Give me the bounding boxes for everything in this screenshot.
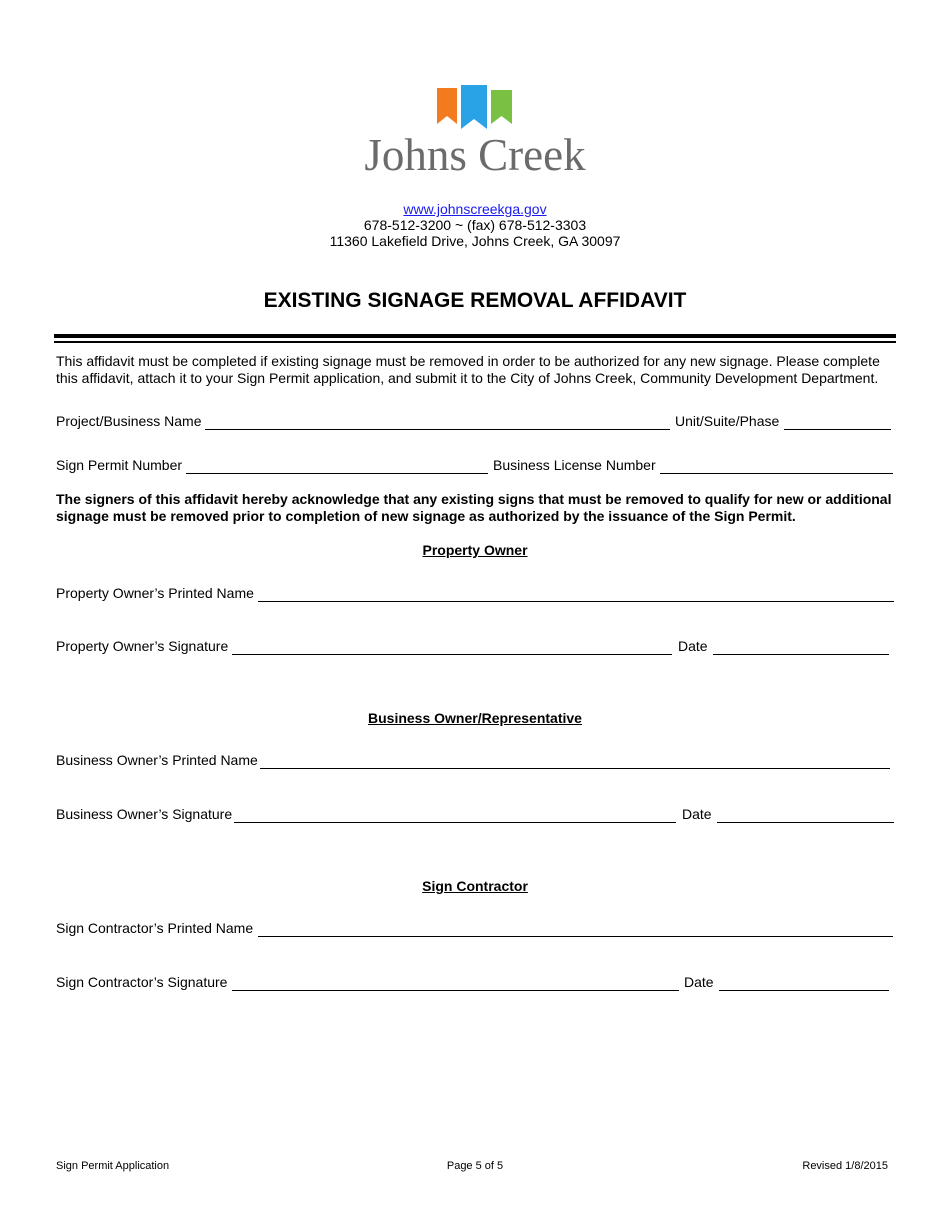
sign-contractor-signature-label: Sign Contractor’s Signature: [56, 974, 228, 990]
property-owner-name-field[interactable]: [258, 601, 894, 602]
business-owner-name-label: Business Owner’s Printed Name: [56, 752, 258, 768]
sign-contractor-date-field[interactable]: [719, 990, 889, 991]
unit-field[interactable]: [784, 429, 891, 430]
footer-page-number: Page 5 of 5: [446, 1160, 504, 1172]
sign-contractor-name-label: Sign Contractor’s Printed Name: [56, 920, 254, 936]
business-owner-signature-row: [56, 806, 896, 826]
property-owner-date-field[interactable]: [713, 654, 889, 655]
title-divider-thick: [54, 334, 896, 338]
business-owner-signature-field[interactable]: [234, 822, 676, 823]
property-owner-date-label: Date: [678, 638, 708, 654]
johns-creek-logo: [360, 80, 590, 185]
business-owner-name-row: [56, 752, 896, 772]
address-line: 11360 Lakefield Drive, Johns Creek, GA 30097: [329, 233, 621, 249]
sign-permit-field[interactable]: [186, 473, 488, 474]
sign-permit-label: Sign Permit Number: [56, 457, 183, 473]
project-name-label: Project/Business Name: [56, 413, 202, 429]
permit-row: [56, 457, 896, 477]
business-owner-date-label: Date: [682, 806, 712, 822]
acknowledgement-paragraph: The signers of this affidavit hereby acknowledge that any existing signs that must be removed to qualify for new or additional signage must be removed prior to completion of new signage as authorized by the issuance of the Sign Permit.: [56, 491, 892, 524]
property-owner-heading: Property Owner: [422, 542, 528, 558]
property-owner-signature-field[interactable]: [232, 654, 672, 655]
business-owner-date-field[interactable]: [717, 822, 894, 823]
banner-flags-icon: [360, 80, 590, 132]
sign-contractor-date-label: Date: [684, 974, 714, 990]
sign-contractor-name-field[interactable]: [258, 936, 893, 937]
business-owner-signature-label: Business Owner’s Signature: [56, 806, 233, 822]
property-owner-signature-label: Property Owner’s Signature: [56, 638, 229, 654]
property-owner-name-label: Property Owner’s Printed Name: [56, 585, 254, 601]
sign-contractor-name-row: [56, 920, 896, 940]
footer-left: Sign Permit Application: [56, 1160, 170, 1172]
contact-block: [0, 201, 950, 249]
intro-paragraph: This affidavit must be completed if existing signage must be removed in order to be authorized for any new signage. Please complete this affidavit, attach it to your Sign Permit application, and submit it to the City of Johns Creek, Community Development Department.: [56, 353, 880, 386]
property-owner-signature-row: [56, 638, 896, 658]
property-owner-name-row: [56, 585, 896, 605]
project-name-field[interactable]: [205, 429, 670, 430]
page-title: EXISTING SIGNAGE REMOVAL AFFIDAVIT: [263, 289, 687, 312]
business-license-label: Business License Number: [493, 457, 656, 473]
footer-revised: Revised 1/8/2015: [802, 1160, 888, 1172]
business-license-field[interactable]: [660, 473, 893, 474]
logo-wordmark: Johns Creek: [364, 130, 586, 180]
business-owner-heading: Business Owner/Representative: [368, 710, 582, 726]
website-link[interactable]: www.johnscreekga.gov: [403, 201, 547, 217]
unit-label: Unit/Suite/Phase: [675, 413, 780, 429]
sign-contractor-heading: Sign Contractor: [422, 878, 528, 894]
phone-line: 678-512-3200 ~ (fax) 678-512-3303: [363, 217, 587, 233]
project-name-row: [56, 413, 896, 433]
sign-contractor-signature-field[interactable]: [232, 990, 679, 991]
sign-contractor-signature-row: [56, 974, 896, 994]
business-owner-name-field[interactable]: [260, 768, 890, 769]
title-divider-thin: [54, 341, 896, 343]
